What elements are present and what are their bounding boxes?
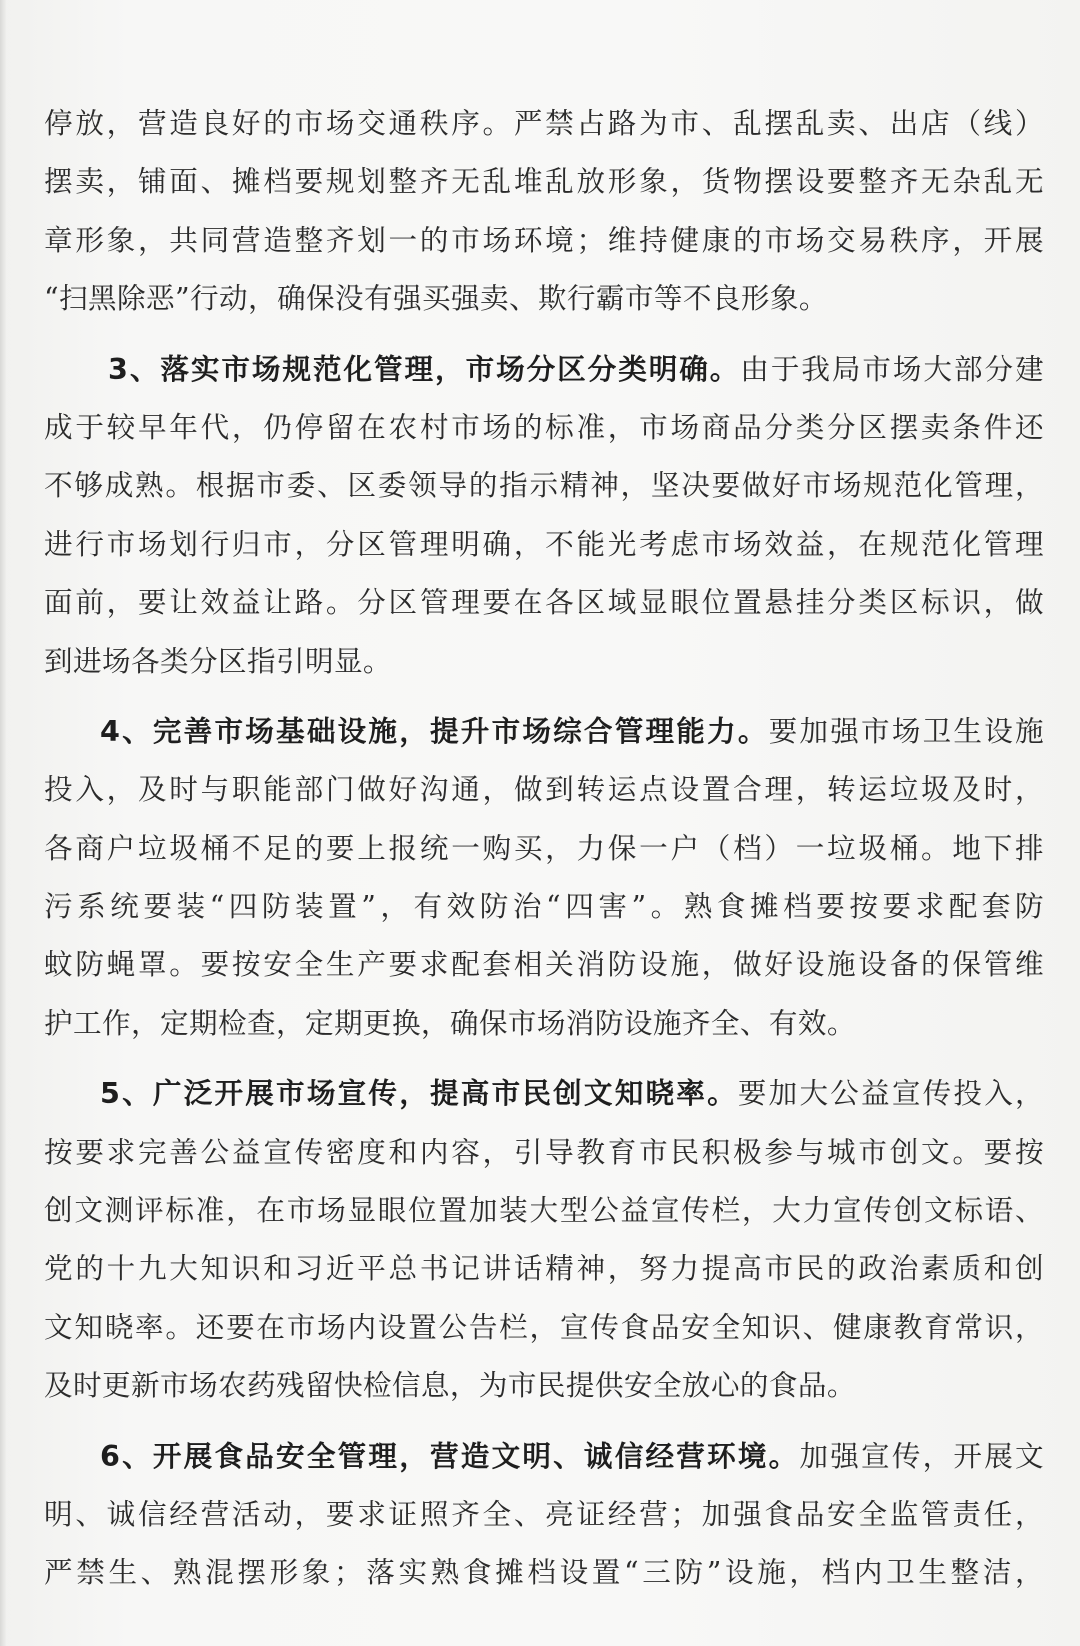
text-line: 章形象，共同营造整齐划一的市场环境；维持健康的市场交易秩序，开展 [44,222,1044,257]
paragraph-gap [44,1415,1044,1427]
text-line: 严禁生、熟混摆形象；落实熟食摊档设置“三防”设施，档内卫生整洁， [44,1555,1044,1590]
text-line: 文知晓率。还要在市场内设置公告栏，宣传食品安全知识、健康教育常识， [44,1309,1044,1344]
text-line: 按要求完善公益宣传密度和内容，引导教育市民积极参与城市创文。要按 [44,1134,1044,1169]
section-5-first-line-rest: 要加大公益宣传投入， [737,1076,1044,1111]
text-line: 成于较早年代，仍停留在农村市场的标准，市场商品分类分区摆卖条件还 [44,409,1044,444]
text-line: 创文测评标准，在市场显眼位置加装大型公益宣传栏，大力宣传创文标语、 [44,1193,1044,1228]
section-4 [44,702,1044,1052]
paragraph-gap [44,690,1044,702]
document-body [44,94,1044,1602]
section-5 [44,1064,1044,1414]
section-6-first-line-rest: 加强宣传，开展文 [799,1438,1044,1473]
paragraph-intro [44,94,1044,328]
text-line: 摆卖，铺面、摊档要规划整齐无乱堆乱放形象，货物摆设要整齐无杂乱无 [44,164,1044,199]
text-line: 不够成熟。根据市委、区委领导的指示精神，坚决要做好市场规范化管理， [44,468,1044,503]
text-line: 各商户垃圾桶不足的要上报统一购买，力保一户（档）一垃圾桶。地下排 [44,830,1044,865]
text-line: 护工作，定期检查，定期更换，确保市场消防设施齐全、有效。 [44,1005,856,1040]
section-3 [44,340,1044,690]
text-line: 蚊防蝇罩。要按安全生产要求配套相关消防设施，做好设施设备的保管维 [44,947,1044,982]
section-3-heading: 3、落实市场规范化管理，市场分区分类明确。 [108,351,741,386]
section-5-heading: 5、广泛开展市场宣传，提高市民创文知晓率。 [100,1076,738,1111]
section-4-first-line [44,702,1044,760]
section-6-first-line [44,1427,1044,1485]
text-line: “扫黑除恶”行动，确保没有强买强卖、欺行霸市等不良形象。 [44,281,828,316]
paragraph-gap [44,328,1044,340]
text-line: 面前，要让效益让路。分区管理要在各区域显眼位置悬挂分类区标识，做 [44,585,1044,620]
text-line: 党的十九大知识和习近平总书记讲话精神，努力提高市民的政治素质和创 [44,1251,1044,1286]
text-line: 污系统要装“四防装置”，有效防治“四害”。熟食摊档要按要求配套防 [44,889,1044,924]
page-edge-shadow [0,0,6,1646]
text-line: 及时更新市场农药残留快检信息，为市民提供安全放心的食品。 [44,1368,856,1403]
section-4-heading: 4、完善市场基础设施，提升市场综合管理能力。 [100,713,769,748]
text-line: 明、诚信经营活动，要求证照齐全、亮证经营；加强食品安全监管责任， [44,1496,1044,1531]
section-4-first-line-rest: 要加强市场卫生设施 [768,713,1044,748]
section-6-heading: 6、开展食品安全管理，营造文明、诚信经营环境。 [100,1438,800,1473]
section-6 [44,1427,1044,1602]
section-3-first-line-rest: 由于我局市场大部分建 [740,351,1044,386]
paragraph-gap [44,1052,1044,1064]
text-line: 进行市场划行归市，分区管理明确，不能光考虑市场效益，在规范化管理 [44,526,1044,561]
text-line: 到进场各类分区指引明显。 [44,643,392,678]
text-line: 投入，及时与职能部门做好沟通，做到转运点设置合理，转运垃圾及时， [44,772,1044,807]
text-line: 停放，营造良好的市场交通秩序。严禁占路为市、乱摆乱卖、出店（线） [44,106,1044,140]
section-5-first-line [44,1064,1044,1122]
section-3-first-line [44,340,1044,398]
